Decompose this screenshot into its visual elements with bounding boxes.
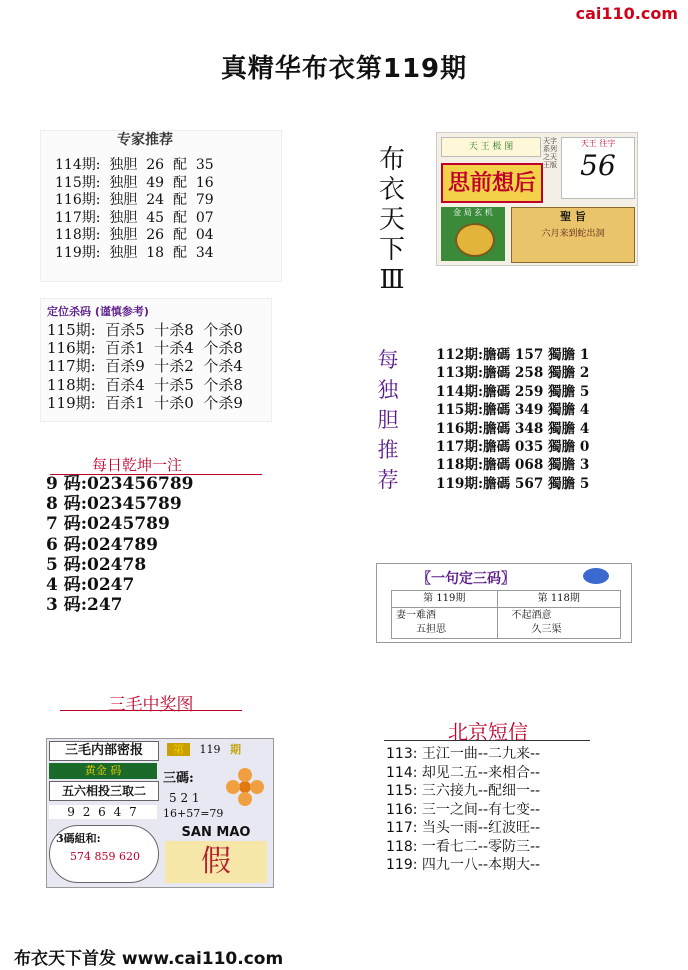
- combo-label: 3碼組和:: [56, 832, 101, 845]
- list-item: 118期: 独胆 26 配 04: [55, 227, 214, 244]
- list-item: 116期: 百杀1 十杀4 个杀8: [47, 339, 243, 358]
- sanmao-image: [46, 738, 274, 888]
- list-item: 119: 四九一八--本期大--: [386, 857, 541, 873]
- list-item: 116期: 独胆 24 配 79: [55, 192, 214, 209]
- combo-values: 574 859 620: [70, 850, 140, 863]
- issue-prefix: 第: [167, 743, 190, 756]
- edict-text: 六月来到蛇出洞: [541, 229, 605, 239]
- expert-panel: [40, 130, 282, 282]
- divider: [60, 710, 242, 711]
- edict-title: 聖 旨: [560, 210, 586, 223]
- yiju-line: 五担思: [416, 624, 446, 635]
- list-item: 117: 当头一雨--红波旺--: [386, 820, 541, 836]
- row-numbers: 9 2 6 4 7: [49, 805, 157, 819]
- table-header: 第 118期: [497, 591, 620, 608]
- dingwei-heading: 定位杀码 (谨慎参考): [47, 305, 149, 318]
- big-char-tile: [165, 841, 267, 883]
- sanmao-title: 三毛中奖图: [108, 695, 194, 715]
- yiju-line: 妻一难酒: [396, 610, 436, 621]
- table-cell: [497, 608, 620, 639]
- yiju-table: [391, 590, 621, 639]
- vertical-char: 荐: [377, 468, 399, 492]
- qiankun-panel: [40, 452, 270, 622]
- list-item: 119期:膽碼 567 獨膽 5: [436, 475, 590, 492]
- site-url[interactable]: cai110.com: [575, 4, 678, 23]
- page-title: 真精华布衣第119期: [220, 54, 468, 84]
- list-item: 113期:膽碼 258 獨膽 2: [436, 365, 590, 382]
- list-item: 119期: 独胆 18 配 34: [55, 244, 214, 261]
- beijing-panel: [386, 745, 596, 885]
- sanma-label: 三碼:: [163, 771, 194, 786]
- gold-ingot-icon: [455, 223, 495, 257]
- dingwei-panel: [40, 298, 272, 422]
- list-item: 117期: 独胆 45 配 07: [55, 209, 214, 226]
- vertical-char: 衣: [378, 175, 405, 205]
- big-char: 假: [201, 844, 231, 879]
- table-cell: [392, 608, 498, 639]
- beijing-title: 北京短信: [448, 720, 528, 744]
- list-item: 7 码:0245789: [46, 514, 170, 535]
- expert-rows: [55, 157, 214, 263]
- danma-panel: [412, 340, 634, 500]
- vertical-char: 天: [378, 205, 405, 235]
- list-item: 115: 三六接九--配细一--: [386, 783, 541, 799]
- list-item: 118: 一看七二--零防三--: [386, 838, 541, 855]
- rule-text: 五六相投三取二: [49, 781, 159, 801]
- image-tile: [441, 207, 505, 261]
- list-item: 119期: 百杀1 十杀0 个杀9: [47, 393, 243, 412]
- image-caption: 天 王 极 图: [441, 137, 541, 157]
- vertical-char: 下: [378, 235, 405, 265]
- vertical-char: 布: [378, 145, 405, 175]
- golden-banner: 黄金 码: [49, 763, 157, 779]
- vertical-char: 每: [377, 348, 399, 372]
- sum-formula: 16+57=79: [163, 807, 224, 820]
- list-item: 117期:膽碼 035 獨膽 0: [436, 439, 590, 456]
- edict-scroll: [511, 207, 635, 263]
- danma-rows: [436, 346, 589, 493]
- list-item: 118期: 百杀4 十杀5 个杀8: [47, 375, 243, 394]
- brand-text: SAN MAO: [181, 825, 251, 840]
- footer-text: 布衣天下首发 www.cai110.com: [14, 949, 284, 969]
- list-item: 117期: 百杀9 十杀2 个杀4: [47, 357, 243, 376]
- yiju-caption: 〖一句定三码〗: [417, 571, 515, 587]
- vertical-char: 独: [377, 378, 399, 402]
- table-header: 第 119期: [392, 591, 498, 608]
- expert-heading: 专家推荐: [117, 132, 173, 148]
- combo-box: [49, 825, 159, 883]
- image-tile-caption: 天王 往字: [580, 139, 616, 148]
- yiju-line: 久三渠: [531, 624, 562, 635]
- list-item: 8 码:02345789: [46, 494, 182, 515]
- buyi-vertical-title: [376, 145, 408, 295]
- list-item: 114期: 独胆 26 配 35: [55, 157, 214, 173]
- flower-icon: [223, 765, 267, 809]
- list-item: 3 码:247: [46, 595, 123, 616]
- list-item: 114期:膽碼 259 獨膽 5: [436, 383, 590, 400]
- meidu-vertical-title: [372, 345, 404, 495]
- image-number: 56: [580, 149, 616, 182]
- vertical-char: 推: [377, 438, 399, 462]
- dingwei-rows: [47, 321, 243, 412]
- yiju-line: 不起酒意: [511, 610, 552, 621]
- list-item: 118期:膽碼 068 獨膽 3: [436, 457, 590, 474]
- list-item: 116: 三一之间--有七变--: [386, 801, 541, 818]
- sanmao-bulletin: 三毛内部密报: [49, 741, 159, 761]
- beijing-rows: [386, 745, 540, 875]
- qiankun-heading: 每日乾坤一注: [92, 456, 183, 474]
- qiankun-rows: [46, 474, 193, 615]
- list-item: 115期:膽碼 349 獨膽 4: [436, 402, 590, 419]
- list-item: 9 码:023456789: [46, 474, 194, 494]
- list-item: 6 码:024789: [46, 534, 158, 555]
- yiju-panel: [376, 563, 632, 643]
- image-main-text: 思前想后: [441, 163, 543, 203]
- globe-icon: [583, 568, 609, 584]
- vertical-char: 胆: [377, 408, 399, 432]
- list-item: 116期:膽碼 348 獨膽 4: [436, 420, 590, 437]
- list-item: 114: 却见二五--来相合--: [386, 764, 541, 781]
- list-item: 113: 王江一曲--二九来--: [386, 746, 541, 762]
- sanma-value: 5 2 1: [169, 791, 200, 805]
- list-item: 115期: 独胆 49 配 16: [55, 174, 214, 191]
- list-item: 5 码:02478: [46, 554, 147, 575]
- issue-label: [167, 741, 269, 759]
- issue-number: 119: [199, 743, 221, 756]
- issue-suffix: 期: [230, 743, 241, 756]
- vertical-char: Ⅲ: [379, 265, 405, 295]
- list-item: 115期: 百杀5 十杀8 个杀0: [47, 321, 243, 339]
- image-tile-caption: 金 局 玄 机: [453, 208, 493, 217]
- divider: [384, 740, 590, 741]
- list-item: 4 码:0247: [46, 575, 135, 596]
- image-side-text: 天字系列之天王版: [543, 137, 557, 169]
- image-tile: [561, 137, 635, 199]
- list-item: 112期:膽碼 157 獨膽 1: [436, 347, 590, 363]
- puzzle-image: [436, 132, 638, 266]
